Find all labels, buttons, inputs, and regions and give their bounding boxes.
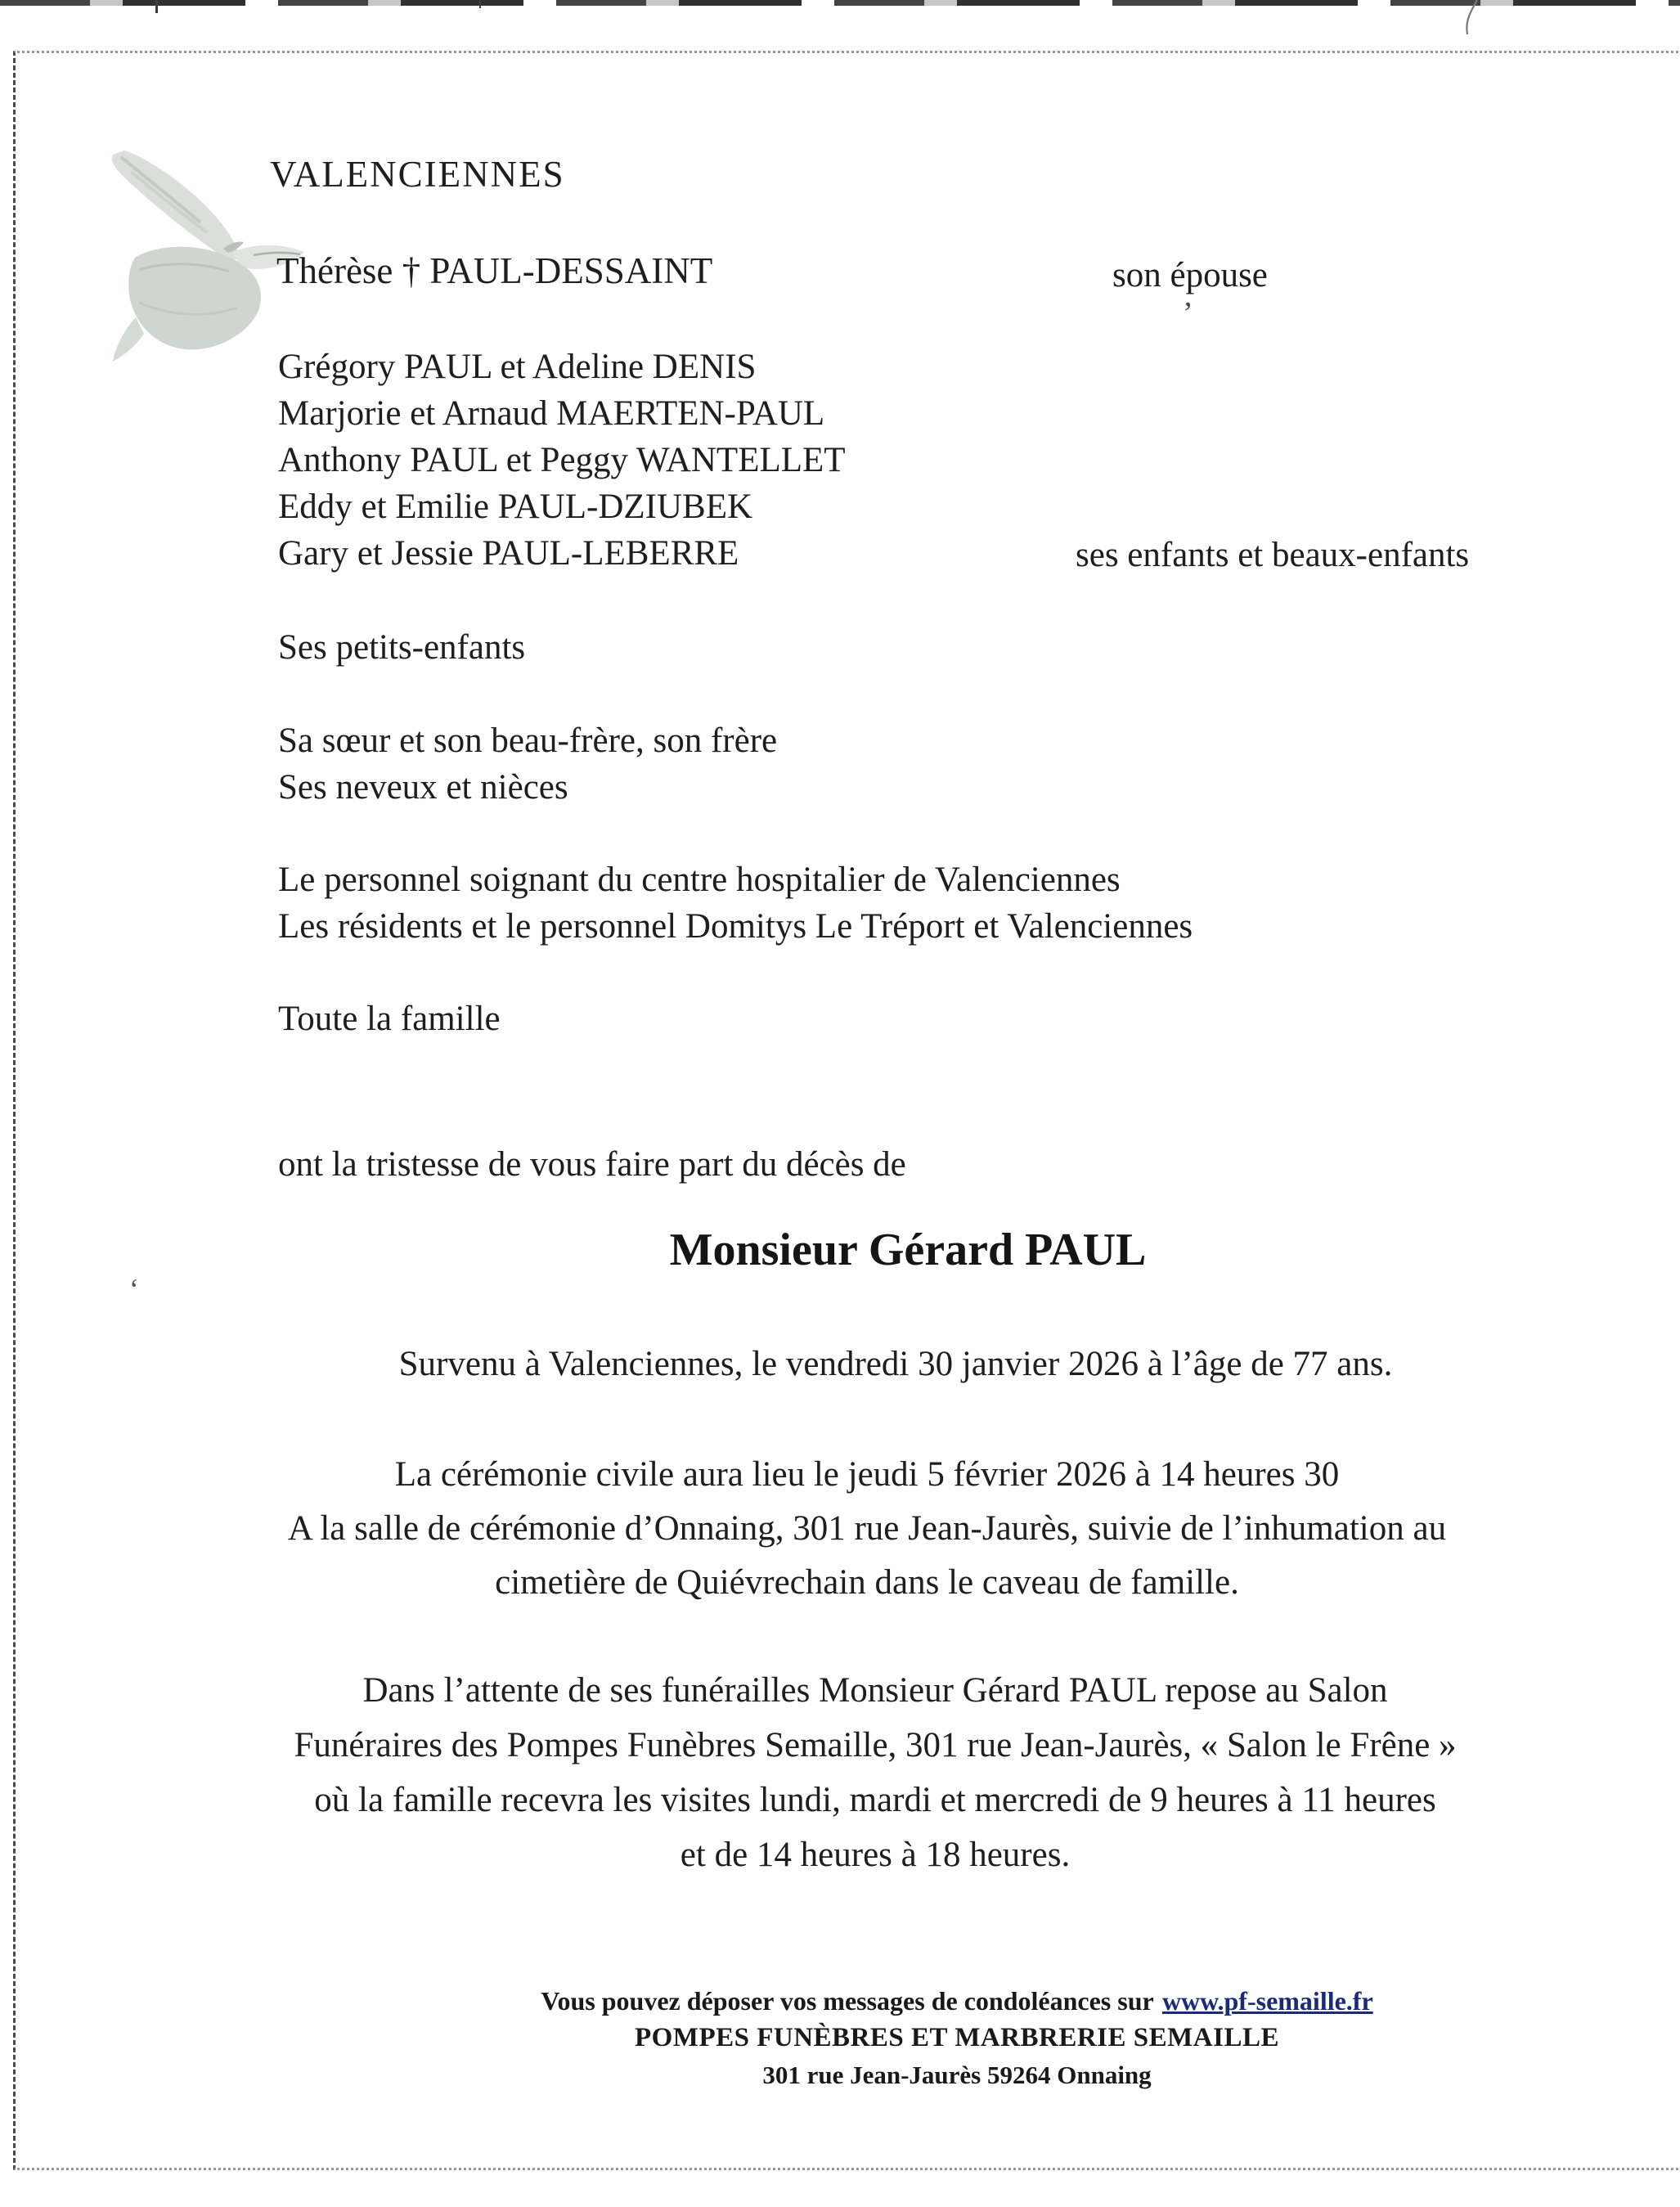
scan-scratch xyxy=(1458,0,1485,36)
scan-speck: ’ xyxy=(1183,296,1193,330)
company-name: POMPES FUNÈBRES ET MARBRERIE SEMAILLE xyxy=(634,2023,1280,2052)
scan-speck xyxy=(479,0,481,8)
repose-line: où la famille recevra les visites lundi, mardi et mercredi de 9 heures à 11 heures xyxy=(314,1781,1436,1819)
deceased-name-title: Monsieur Gérard PAUL xyxy=(669,1225,1147,1275)
siblings-line: Sa sœur et son beau-frère, son frère xyxy=(278,721,778,760)
domitys-staff-line: Les résidents et le personnel Domitys Le Tréport et Valenciennes xyxy=(278,907,1193,946)
scan-speck: ‘ xyxy=(129,1273,139,1306)
child-name: Gary et Jessie PAUL-LEBERRE xyxy=(278,534,739,573)
spouse-name: Thérèse † PAUL-DESSAINT xyxy=(276,250,713,291)
funeral-home-footer xyxy=(237,1983,1677,2093)
child-name: Anthony PAUL et Peggy WANTELLET xyxy=(278,441,846,479)
ceremony-line: La cérémonie civile aura lieu le jeudi 5 février 2026 à 14 heures 30 xyxy=(394,1455,1340,1494)
condolences-link[interactable]: www.pf-semaille.fr xyxy=(1161,1986,1373,2016)
death-details-line: Survenu à Valenciennes, le vendredi 30 janvier 2026 à l’âge de 77 ans. xyxy=(398,1345,1393,1383)
repose-line: Dans l’attente de ses funérailles Monsieur Gérard PAUL repose au Salon xyxy=(362,1671,1388,1710)
spouse-relation-label: son épouse xyxy=(1112,256,1268,294)
hospital-staff-line: Le personnel soignant du centre hospitalier de Valenciennes xyxy=(278,861,1121,899)
condolences-text: Vous pouvez déposer vos messages de condoléances sur xyxy=(541,1986,1154,2016)
nephews-line: Ses neveux et nièces xyxy=(278,768,568,807)
repose-paragraph xyxy=(98,1663,1652,1882)
scan-edge-artifact xyxy=(0,0,1680,6)
scan-speck xyxy=(155,0,158,13)
announcement-intro: ont la tristesse de vous faire part du décès de xyxy=(278,1145,906,1184)
company-address: 301 rue Jean-Jaurès 59264 Onnaing xyxy=(762,2061,1152,2089)
child-name: Eddy et Emilie PAUL-DZIUBEK xyxy=(278,488,753,526)
ceremony-paragraph xyxy=(106,1448,1628,1610)
city-heading: VALENCIENNES xyxy=(270,154,565,195)
repose-line: et de 14 heures à 18 heures. xyxy=(680,1836,1071,1874)
condolences-line xyxy=(237,1983,1677,2020)
repose-line: Funéraires des Pompes Funèbres Semaille, 301 rue Jean-Jaurès, « Salon le Frêne » xyxy=(294,1726,1457,1764)
child-name: Grégory PAUL et Adeline DENIS xyxy=(278,348,757,386)
child-name: Marjorie et Arnaud MAERTEN-PAUL xyxy=(278,394,825,433)
grandchildren-line: Ses petits-enfants xyxy=(278,628,526,667)
ceremony-line: A la salle de cérémonie d’Onnaing, 301 rue Jean-Jaurès, suivie de l’inhumation au xyxy=(287,1509,1447,1548)
whole-family-line: Toute la famille xyxy=(278,1000,501,1038)
children-relation-label: ses enfants et beaux-enfants xyxy=(1076,536,1470,574)
ceremony-line: cimetière de Quiévrechain dans le caveau de famille. xyxy=(495,1563,1239,1602)
